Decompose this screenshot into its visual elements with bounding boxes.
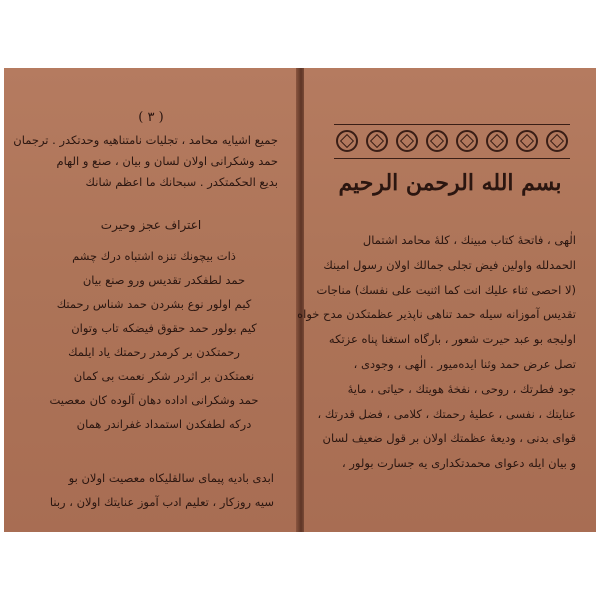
poem-line: حمد وشکرانی اداده دهان آلوده کان معصیت [49,393,259,407]
rosette-icon [486,130,508,152]
text-line: الحمدلله واولین فیض تجلی جمالك اولان رسول امینك [323,257,576,272]
section-heading: اعتراف عجز وحیرت [100,218,202,232]
text-line: الٰهی ، فاتحهٔ کتاب مبینك ، کلهٔ محامد اشتمال [362,233,576,247]
poem-line: کیم اولور نوع بشردن حمد شناس رحمتك [56,297,252,311]
rosette-icon [516,130,538,152]
poem-line: نعمتکدن بر اثردر شکر نعمت بی کمان [73,369,255,383]
left-bottom-paragraph [4,466,274,514]
text-line: ابدی بادیه پیمای سالقلیکاه معصیت اولان بو [68,471,274,485]
poem-line: رحمتکدن بر کرمدر رحمتك یاد ایلمك [68,345,240,359]
poem-line: کیم بولور حمد حقوق فیضکه تاب وتوان [71,321,257,335]
text-line: تصل عرض حمد وثنا ایده‌میور . الٰهی ، وجودی ، [353,356,576,371]
left-page [4,68,298,532]
text-line: حمد وشکرانی اولان لسان و بیان ، صنع و الهام [56,154,278,168]
text-line: قوای بدنی ، ودیعهٔ عظمتك اولان بر قول ضعیف لسان [322,431,576,446]
text-line: بدیع الحکمتکدر . سبحانك ما اعظم شانك [85,175,278,189]
basmala-calligraphy: بسم الله الرحمن الرحيم [338,170,562,196]
ornament-border-bottom [334,158,570,162]
text-line: و بیان ایله دعوای محمدتکداری یه جسارت بولور ، [342,456,576,471]
text-line: عنایتك ، نفسی ، عطیهٔ رحمتك ، کلامی ، فضل قدرتك ، [317,406,576,421]
text-line: تقدیس آموزانه سیله حمد تناهی ناپذیر عظمتکدن مدح خواه [297,307,576,322]
page-number: ( ٣ ) [138,110,164,125]
rosette-icon [336,130,358,152]
left-top-paragraph [4,130,278,193]
ornamental-headpiece [336,126,568,156]
text-line: سیه روزکار ، تعلیم ادب آموز عنایتك اولان ، ربنا [49,495,274,509]
text-line: (لا احصی ثناء علیك انت کما اثنیت علی نفسك) مناجات [316,282,576,297]
rosette-icon [396,130,418,152]
text-line: اولیجه بو عبد حیرت شعور ، بارگاه استغنا پناه عزتکه [328,332,576,347]
right-body-paragraph [297,228,576,476]
text-line: جود فطرتك ، روحی ، نفخهٔ هویتك ، حیاتی ، مایهٔ [347,381,576,396]
text-line: جمیع اشیا‌یه محامد ، تجلیات نامتناهیه وحدتکدر . ترجمان [13,133,278,147]
rosette-icon [366,130,388,152]
right-page [297,68,596,532]
rosette-icon [426,130,448,152]
poem-line: حمد لطفکدر تقدیس ورو صنع بیان [82,273,246,287]
poem [4,246,284,438]
poem-line: ذات بیچونك تنزه اشتباه درك چشم [72,249,236,263]
rosette-icon [546,130,568,152]
book-spread [4,68,596,532]
rosette-icon [456,130,478,152]
poem-line: درکه لطفکدن استمداد غفراندر همان [76,417,252,431]
